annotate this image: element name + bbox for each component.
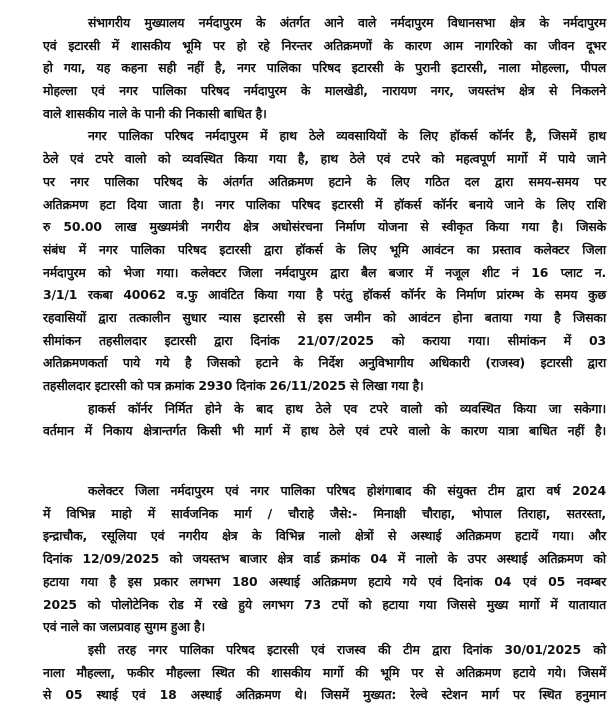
text-line: एवं इटारसी में शासकीय भूमि पर हो रहे निरन्तर अतिक्रमणों के कारण आम नागरिको का जीवन दूभर <box>43 37 606 53</box>
text-line: कलेक्टर जिला नर्मदापुरम एवं नगर पालिका परिषद होशंगाबाद की संयुक्त टीम द्वारा वर्ष 2024 <box>88 483 606 499</box>
text-line: पर नगर पालिका परिषद के अंतर्गत अतिक्रमण हटाने के लिए गठित दल द्वारा समय-समय पर <box>43 173 606 189</box>
paragraph-4 <box>43 480 606 639</box>
section-gap <box>43 443 606 480</box>
text-line: अतिक्रमणकर्ता पाये गये है जिसको हटाने के निर्देश अनुविभागीय अधिकारी (राजस्व) इटारसी द्वारा <box>43 355 606 371</box>
paragraph-3 <box>43 398 606 443</box>
text-line: में विभिन्न माहो में सार्वजनिक मार्ग / चौराहे जैसे:- मिनाक्षी चौराहा, भोपाल तिराहा, सतरस्ता, <box>43 505 606 521</box>
text-line: 2025 को पोलोटेनिक रोड में रखे हुये लगभग 73 टपों को हटाया गया जिससे मुख्य मार्गो में यातायात <box>43 596 606 612</box>
text-line: इन्द्राचौक, रसूलिया एवं नगरीय क्षेत्र के विभिन्न नालो क्षेत्रों से अस्थाई अतिक्रमण हटायें गया। और <box>43 528 606 544</box>
text-line: 3/1/1 रकबा 40062 व.फु आवंटित किया गया है परंतु हॉकर्स कॉर्नर के निर्माण प्रांरम्भ के समय कुछ <box>43 287 606 303</box>
text-line: से 05 स्थाई एवं 18 अस्थाई अतिक्रमण थे। जिसमें मुख्यत: रेल्वे स्टेशन मार्ग पर स्थित हनुमान <box>43 687 606 703</box>
text-line: नगर पालिका परिषद नर्मदापुरम में हाथ ठेले व्यवसायियों के लिए हॉकर्स कॉर्नर है, जिसमें हाथ <box>88 128 606 144</box>
text-line: वर्तमान में निकाय क्षेत्रान्तर्गत किसी भी मार्ग में हाथ ठेले एवं टपरे वालो के कारण यात्रा बाधित नहीं है। <box>43 423 606 439</box>
text-line: संबंध में नगर पालिका परिषद इटारसी द्वारा हॉकर्स के लिए भूमि आवंटन का प्रस्ताव कलेक्टर जिला <box>43 241 606 257</box>
text-line: एवं नाले का जलप्रवाह सुगम हुआ है। <box>43 619 205 635</box>
text-line: ठेले एवं टपरे वालो को व्यवस्थित किया गया है, हाथ ठेले एवं टपरे को महत्वपूर्ण मार्गो में पाये जाने <box>43 151 606 167</box>
text-line: नर्मदापुरम को भेजा गया। कलेक्टर जिला नर्मदापुरम द्वारा बैल बजार में नजूल शीट नं 16 प्लाट न. <box>43 264 606 280</box>
text-line: तहसीलदार इटारसी को पत्र क्रमांक 2930 दिनांक 26/11/2025 से लिखा गया है। <box>43 378 424 393</box>
text-line: हटाया गया है इस प्रकार लगभग 180 अस्थाई अतिक्रमण हटाये गये एवं दिनांक 04 एवं 05 नवम्बर <box>43 573 606 589</box>
text-line: हो गया, यह कहना सही नहीं है, नगर पालिका परिषद इटारसी के पुरानी इटारसी, नाला मोहल्ला, पीपल <box>43 60 606 76</box>
text-line: रहवासियों द्वारा तत्कालीन सुधार न्यास इटारसी से इस जमीन को आवंटन होना बताया गया है जिसका <box>43 309 606 325</box>
text-line: सीमांकन तहसीलदार इटारसी द्वारा दिनांक 21/07/2025 को कराया गया। सीमांकन में 03 <box>43 332 606 348</box>
text-line: मोहल्ला एवं नगर पालिका परिषद नर्मदापुरम के मालखेडी, नारायण नगर, जयस्तंभ क्षेत्र से निकलने <box>43 83 606 99</box>
text-line: हाकर्स कॉर्नर निर्मित होने के बाद हाथ ठेले एव टपरे वालो को व्यवस्थित किया जा सकेगा। <box>88 400 606 416</box>
text-line: नाला मौहल्ला, फकीर मौहल्ला स्थित की शासकीय मार्गो की भूमि पर से अतिक्रमण हटाये गये। जिसमें <box>43 664 606 680</box>
text-line: इसी तरह नगर पालिका परिषद इटारसी एवं राजस्व की टीम द्वारा दिनांक 30/01/2025 को <box>88 641 606 657</box>
text-line: दिनांक 12/09/2025 को जयस्तभ बाजार क्षेत्र वार्ड क्रमांक 04 में नालो के उपर अस्थाई अतिक्रमण को <box>43 551 606 567</box>
paragraph-2 <box>43 125 606 397</box>
text-line: रु 50.00 लाख मुख्यमंत्री नगरीय क्षेत्र अधोसंरचना निर्माण योजना से स्वीकृत किया गया है। जिसके <box>43 219 606 235</box>
paragraph-1 <box>43 12 606 125</box>
text-line: अतिक्रमण हटा दिया जाता है। नगर पालिका परिषद इटारसी में हॉकर्स कॉर्नर बनाये जाने के लिए राशि <box>43 196 606 212</box>
paragraph-5 <box>43 639 606 707</box>
text-line: संभागरीय मुख्यालय नर्मदापुरम के अंतर्गत आने वाले नर्मदापुरम विधानसभा क्षेत्र के नर्मदापुरम <box>88 15 606 30</box>
text-line: वाले शासकीय नाले के पानी की निकासी बाधित है। <box>43 105 267 121</box>
document-page <box>43 12 606 707</box>
